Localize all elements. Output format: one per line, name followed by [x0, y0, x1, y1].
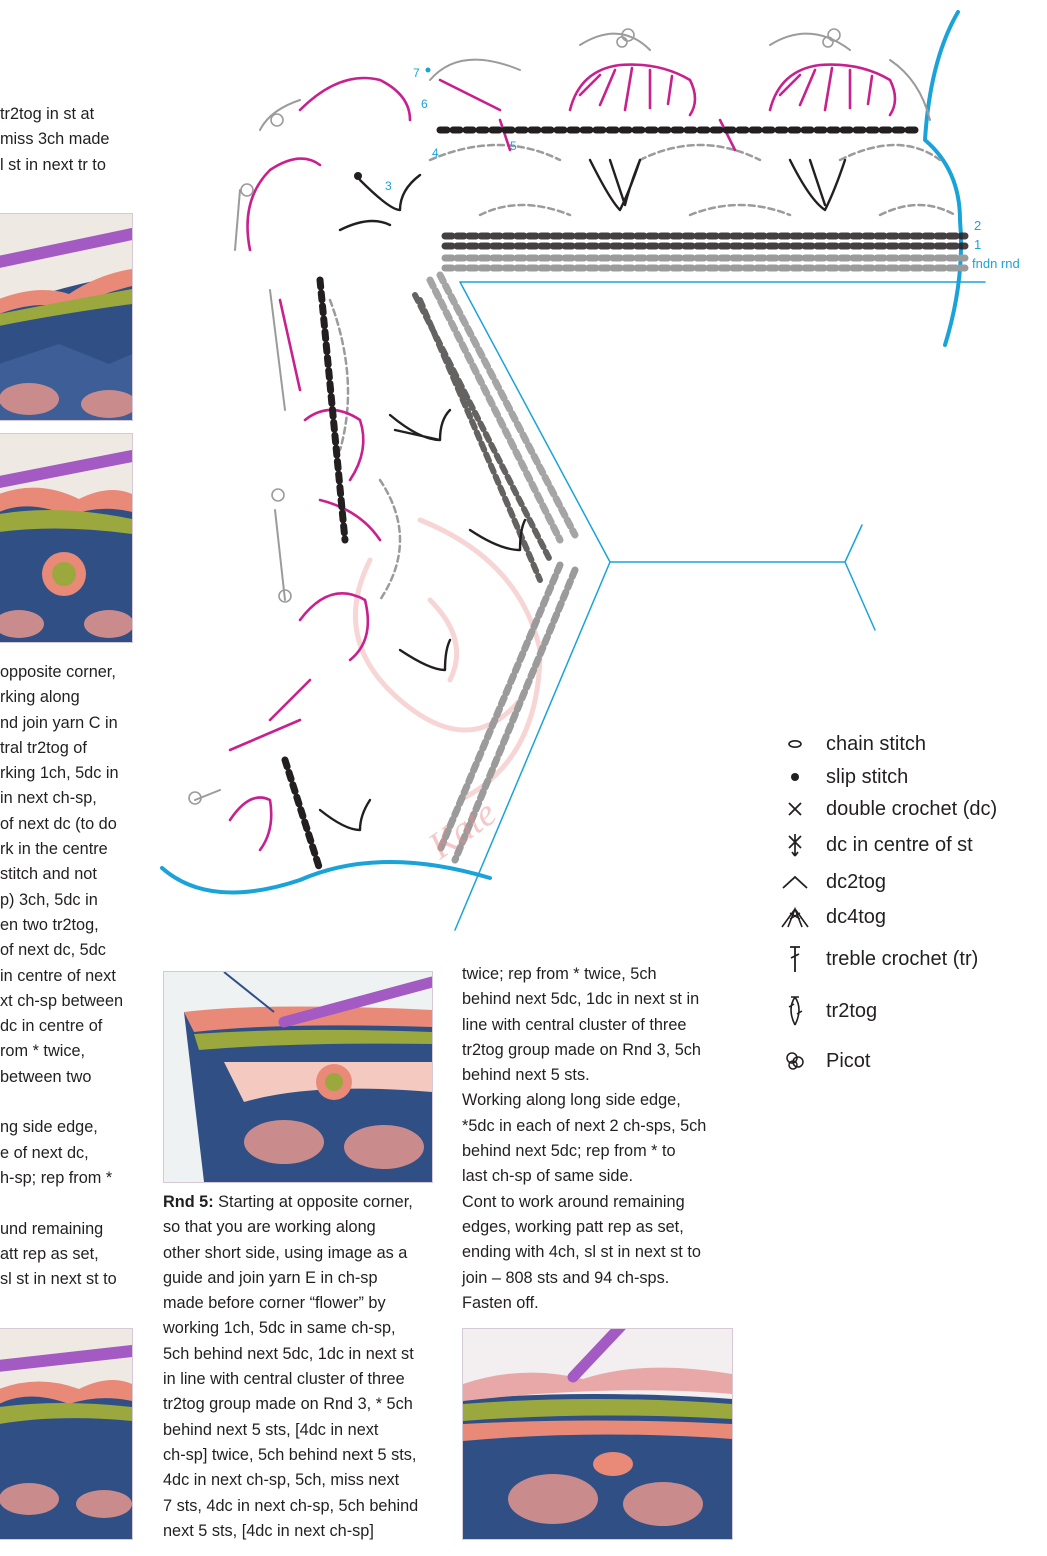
text-line: so that you are working along — [163, 1218, 376, 1237]
dark-x-rows — [285, 130, 920, 870]
text-line: behind next 5dc, 1dc in next st in — [462, 990, 700, 1009]
text-line: l st in next tr to — [0, 155, 106, 174]
text-line: Working along long side edge, — [462, 1091, 681, 1110]
row-label-1: 1 — [974, 237, 982, 252]
chain-icon — [780, 739, 810, 749]
legend-item — [780, 996, 877, 1026]
text-line: ending with 4ch, sl st in next st to — [462, 1243, 701, 1262]
text-line: working 1ch, 5dc in same ch-sp, — [163, 1319, 396, 1338]
text-line: in centre of next — [0, 966, 116, 985]
legend-item — [780, 762, 908, 792]
dc-centre-icon — [780, 832, 810, 858]
edge-curve-bottom — [162, 862, 490, 893]
text-line: of next dc, 5dc — [0, 941, 106, 960]
legend-label: treble crochet (tr) — [826, 947, 979, 970]
text-line: rk in the centre — [0, 840, 108, 859]
rnd5-photo — [163, 971, 433, 1183]
chart-outline-spoke — [610, 525, 875, 630]
text-line: Fasten off. — [462, 1293, 539, 1312]
text-line: Cont to work around remaining — [462, 1192, 685, 1211]
double-crochet-icon — [780, 800, 810, 818]
chain-arcs — [330, 145, 955, 600]
text-line: e of next dc, — [0, 1143, 89, 1162]
dc2tog-icon — [780, 874, 810, 890]
rnd5-heading: Rnd 5: — [163, 1193, 214, 1211]
legend-item — [780, 944, 978, 974]
text-line: p) 3ch, 5dc in — [0, 890, 98, 909]
legend-label: dc in centre of st — [826, 833, 973, 856]
text-line: miss 3ch made — [0, 130, 110, 149]
treble-icon — [780, 944, 810, 974]
picot-icon — [780, 1050, 810, 1072]
text-line: ng side edge, — [0, 1118, 98, 1137]
text-line: tr2tog in st at — [0, 105, 95, 123]
tr2tog-icon — [780, 994, 810, 1028]
legend-item — [780, 902, 886, 932]
row-label-6: 6 — [421, 97, 428, 111]
legend-label: dc4tog — [826, 905, 887, 928]
edge-curve-right — [925, 12, 961, 345]
row-label-2: 2 — [974, 218, 982, 233]
row-label-7: 7 — [413, 66, 420, 80]
text-line: rking along — [0, 688, 80, 707]
row-label-4: 4 — [432, 146, 439, 160]
text-line: ch-sp] twice, 5ch behind next 5 sts, — [163, 1445, 417, 1464]
legend-item — [780, 794, 997, 824]
text-line: att rep as set, — [0, 1244, 99, 1263]
text-line: xt ch-sp between — [0, 991, 124, 1010]
text-line: 5ch behind next 5dc, 1dc in next st — [163, 1344, 414, 1363]
text-line: *5dc in each of next 2 ch-sps, 5ch — [462, 1116, 707, 1135]
legend-item — [780, 867, 886, 897]
text-line: in next ch-sp, — [0, 789, 97, 808]
text-line: behind next 5 sts, [4dc in next — [163, 1420, 379, 1439]
text-line: tr2tog group made on Rnd 3, 5ch — [462, 1040, 701, 1059]
text-line: Starting at opposite corner, — [213, 1193, 413, 1211]
text-line: und remaining — [0, 1219, 104, 1238]
step-photo-3 — [0, 1328, 133, 1540]
text-line: of next dc (to do — [0, 814, 117, 833]
text-line: behind next 5 sts. — [462, 1066, 590, 1085]
right-column-instructions — [462, 962, 706, 1316]
row-label-3: 3 — [385, 179, 392, 193]
text-line: stitch and not — [0, 865, 97, 884]
text-line: made before corner “flower” by — [163, 1294, 386, 1313]
text-line: en two tr2tog, — [0, 915, 99, 934]
legend-label: slip stitch — [826, 765, 909, 788]
text-line — [0, 1090, 123, 1115]
legend-label: chain stitch — [826, 732, 927, 755]
row-label-fndn: fndn rnd — [972, 256, 1020, 271]
dc4tog-icon — [780, 905, 810, 929]
slip-stitch-icon — [780, 772, 810, 782]
text-line: join – 808 sts and 94 ch-sps. — [462, 1268, 670, 1287]
text-line: rom * twice, — [0, 1042, 86, 1061]
legend-item — [780, 1046, 870, 1076]
text-line: behind next 5dc; rep from * to — [462, 1142, 676, 1161]
watermark-swirl — [355, 520, 540, 800]
text-line: sl st in next st to — [0, 1270, 117, 1289]
legend-label: dc2tog — [826, 870, 887, 893]
text-line: line with central cluster of three — [462, 1015, 687, 1034]
legend-label: double crochet (dc) — [826, 797, 998, 820]
watermark-text: Kate — [421, 791, 504, 868]
text-line: edges, working patt rep as set, — [462, 1217, 684, 1236]
text-line: tral tr2tog of — [0, 738, 87, 757]
text-line: guide and join yarn E in ch-sp — [163, 1268, 378, 1287]
legend-item — [780, 729, 926, 759]
text-line: tr2tog group made on Rnd 3, * 5ch — [163, 1395, 413, 1414]
text-line: 7 sts, 4dc in next ch-sp, 5ch behind — [163, 1496, 419, 1515]
text-line: rking 1ch, 5dc in — [0, 764, 119, 783]
text-line: between two — [0, 1067, 92, 1086]
text-line: h-sp; rep from * — [0, 1168, 113, 1187]
text-line: dc in centre of — [0, 1017, 103, 1036]
row-label-5: 5 — [510, 139, 517, 153]
text-line: next 5 sts, [4dc in next ch-sp] — [163, 1521, 374, 1540]
text-line: opposite corner, — [0, 663, 116, 681]
text-line: last ch-sp of same side. — [462, 1167, 634, 1186]
text-line: twice; rep from * twice, 5ch — [462, 965, 657, 983]
final-photo — [462, 1328, 733, 1540]
legend-label: tr2tog — [826, 999, 878, 1022]
text-line: in line with central cluster of three — [163, 1370, 405, 1389]
text-line: nd join yarn C in — [0, 713, 118, 732]
text-line — [0, 1191, 123, 1216]
text-line: 4dc in next ch-sp, 5ch, miss next — [163, 1471, 400, 1490]
rnd5-instructions — [163, 1190, 418, 1544]
legend-label: Picot — [826, 1049, 871, 1072]
text-line: other short side, using image as a — [163, 1243, 408, 1262]
legend-item — [780, 830, 973, 860]
